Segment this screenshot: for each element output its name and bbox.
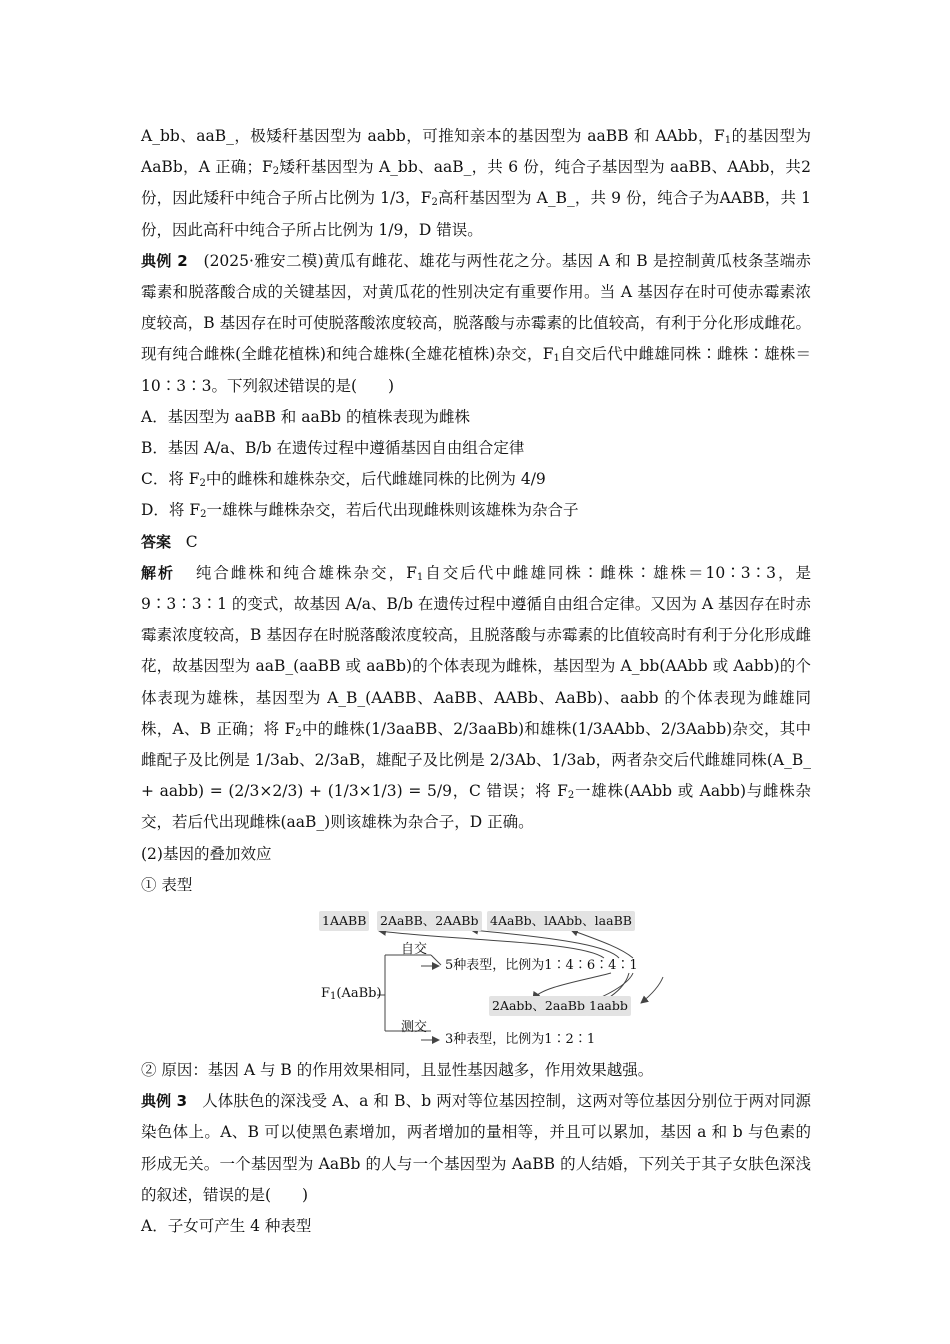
option-b: B．基因 A/a、B/b 在遗传过程中遵循基因自由组合定律 xyxy=(141,439,525,458)
text: 中的雌株(1/3aaBB、2/3aaBb)和雄株(1/3AAbb、2/3Aabb)杂交，其中雌配子及比例是 1/3ab、2/3aB，雄配子及比例是 2/3Ab、1/3ab，两者杂交后代雌雄同株(A_B_ + aabb) = (2/3×2/3) + (1/3×1/3) = 5/9，C 错误；将 F xyxy=(141,719,811,801)
self-cross-label: 自交 xyxy=(401,942,428,958)
subsection-reason: ② 原因：基因 A 与 B 的作用效果相同，且显性基因越多，作用效果越强。 xyxy=(141,1061,654,1080)
subscript: 2 xyxy=(567,790,575,802)
page-content xyxy=(141,121,811,1242)
arrow-to-1aabb-bottom xyxy=(641,977,663,1003)
subscript: 1 xyxy=(330,991,337,1003)
text: 自交后代中雌雄同株∶雌株∶雄株＝10∶3∶3。下列叙述错误的是( ) xyxy=(141,345,811,395)
text: 纯合雌株和纯合雄株杂交，F xyxy=(195,563,417,582)
subscript: 2 xyxy=(272,166,280,178)
text: 矮秆基因型为 A_bb、aaB_，共 6 份，纯合子基因型为 aaBB、AAbb，共 xyxy=(279,158,802,177)
tag-2aabb-2aabb: 2AaBB、2AABb xyxy=(377,911,482,931)
text: AABB，共 1 份，因此高秆中纯合子所占比例为 1/9，D 错误。 xyxy=(141,189,811,239)
text: C．将 F xyxy=(141,470,200,489)
text: (AaBb) xyxy=(336,986,382,1002)
option-c xyxy=(141,464,811,495)
example-3-label: 典例 3 xyxy=(141,1092,188,1111)
answer-label: 答案 xyxy=(141,532,172,551)
subscript: 1 xyxy=(416,571,424,583)
bracket-tip xyxy=(431,955,441,965)
example-3-stem xyxy=(141,1086,811,1211)
text: 人体肤色的深浅受 A、a 和 B、b 两对等位基因控制，这两对等位基因分别位于两对同源染色体上。A、B 可以使黑色素增加，两者增加的量相等，并且可以累加，基因 a 和 b 与色素的形成无关。一个基因型为 AaBb 的人与一个基因型为 AaBB 的人结婚，下列关于其子女肤色深浅的叙述，错误的是( ) xyxy=(141,1092,811,1204)
subscript: 2 xyxy=(295,727,302,739)
text: AaBb，A 正确；F xyxy=(141,158,273,177)
subsection-phenotype: ① 表型 xyxy=(141,875,193,894)
text: A_bb、aaB_，极矮秆基因型为 aabb，可推知亲本的基因型为 aaBB 和 AAbb，F xyxy=(141,127,725,145)
subscript: 2 xyxy=(431,197,438,209)
text: (2025·雅安二模)黄瓜有雌花、雄花与两性花之分。基因 A 和 B 是控制黄瓜枝条茎端赤霉素和脱落酸合成的关键基因，对黄瓜花的性别决定有重要作用。当 A 基因存在时可使赤霉素浓度较高，B 基因存在时可使脱落酸浓度较高，脱落酸与赤霉素的比值较高，有利于分化形成雌花。现有纯合雌株(全雌花植株)和纯合雄株(全雄花植株)杂交，F xyxy=(141,251,811,364)
text: 2 份，因此矮秆中纯合子所占比例为 1/3，F xyxy=(141,158,812,208)
option-a: A．基因型为 aaBB 和 aaBb 的植株表现为雌株 xyxy=(141,407,470,426)
subscript: 2 xyxy=(199,478,206,490)
text: 一雄株(AAbb 或 Aabb)与雌株杂交，若后代出现雌株(aaB_)则该雄株为杂合子，D 正确。 xyxy=(141,782,811,832)
subscript: 1 xyxy=(553,353,560,365)
analysis-label: 解析 xyxy=(141,563,176,582)
example-2-label: 典例 2 xyxy=(141,251,188,270)
text: 自交后代中雌雄同株∶雌株∶雄株＝10∶3∶3，是 9∶3∶3∶1 的变式，故基因 A/a、B/b 在遗传过程中遵循自由组合定律。又因为 A 基因存在时赤霉素浓度较高，B 基因存在时脱落酸浓度较高，且脱落酸与赤霉素的比值较高时有利于分化形成雌花，故基因型为 aaB_(aaBB 或 aaBb)的个体表现为雌株，基因型为 A_bb(AAbb 或 Aabb)的个体表现为雄株，基因型为 A_B_(AABB、AaBB、AABb、AaBb)、aabb 的个体表现为雌雄同株，A、B 正确；将 F xyxy=(141,563,812,738)
tag-1aabb: 1AABB xyxy=(319,911,369,931)
text: D．将 F xyxy=(141,501,201,520)
tag-2aabb-2aabb-bottom: 2Aabb、2aaBb xyxy=(489,996,588,1016)
example-2-stem xyxy=(141,246,811,402)
text: 的基因型为 xyxy=(731,127,811,145)
text: 一雄株与雌株杂交，若后代出现雌株则该雄株为杂合子 xyxy=(206,501,579,520)
self-cross-result: 5种表型，比例为1∶4∶6∶4∶1 xyxy=(445,958,638,974)
test-cross-label: 测交 xyxy=(401,1020,428,1036)
analysis-paragraph xyxy=(141,558,811,839)
answer-line xyxy=(141,527,811,558)
parent-genotype xyxy=(321,985,382,1003)
section-title: (2)基因的叠加效应 xyxy=(141,844,272,863)
answer-value: C xyxy=(185,532,198,551)
subscript: 2 xyxy=(200,509,207,521)
text: 中的雌株和雄株杂交，后代雌雄同株的比例为 4/9 xyxy=(205,470,546,489)
tag-1aabb-bottom: 1aabb xyxy=(586,996,631,1016)
text: 高秆基因型为 A_B_，共 9 份，纯合子为 xyxy=(437,189,720,208)
subscript: 1 xyxy=(724,135,732,146)
option-d xyxy=(141,495,811,526)
previous-analysis-continuation xyxy=(141,121,811,246)
text: F xyxy=(321,986,331,1002)
gene-superposition-diagram xyxy=(141,903,811,1055)
tag-4aabb: 4AaBb、lAAbb、laaBB xyxy=(487,911,635,931)
example-3-option-a: A．子女可产生 4 种表型 xyxy=(141,1217,312,1236)
test-cross-result: 3种表型，比例为1∶2∶1 xyxy=(445,1032,596,1048)
